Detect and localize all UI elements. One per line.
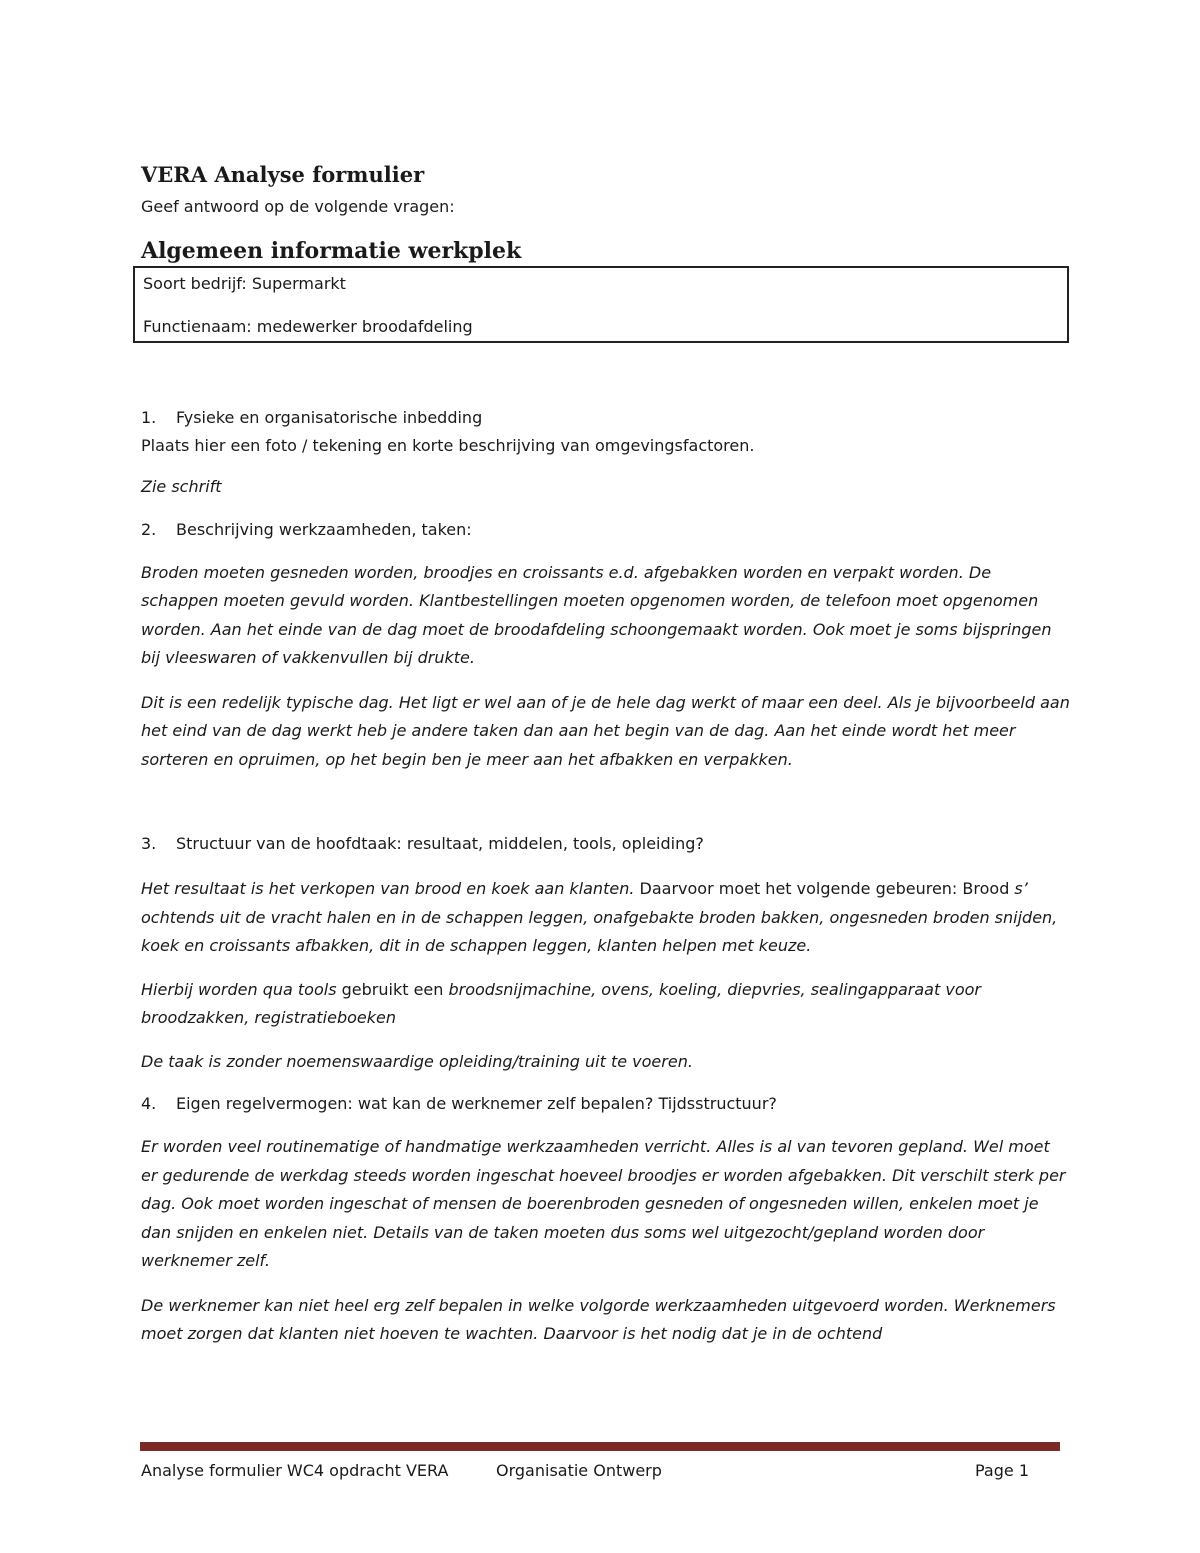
question-1-heading (141, 406, 1071, 430)
question-2-heading (141, 518, 1071, 542)
question-2-title: Beschrijving werkzaamheden, taken: (176, 519, 472, 539)
question-2-answer-1: Broden moeten gesneden worden, broodjes en croissants e.d. afgebakken worden en verpakt worden. De schappen moeten gevuld worden. Klantbestellingen moeten opgenomen worden, de telefoon moet opgenomen worden. Aan het einde van de dag moet de broodafdeling schoongemaakt worden. Ook moet je soms bijspringen bij vleeswaren of vakkenvullen bij drukte. (141, 562, 1052, 667)
footer-left-text: Analyse formulier WC4 opdracht VERA (141, 1461, 449, 1480)
question-3-answer-2-part3: broodsnijmachine, ovens, koeling, diepvries, sealingapparaat voor broodzakken, registratieboeken (141, 979, 981, 1027)
question-3-title: Structuur van de hoofdtaak: resultaat, middelen, tools, opleiding? (176, 834, 704, 853)
question-4-number: 4. (141, 1094, 157, 1113)
question-3-answer-2-part1: Hierbij worden qua tools (141, 979, 337, 999)
page-number: Page 1 (975, 1461, 1029, 1480)
question-1-title: Fysieke en organisatorische inbedding (176, 408, 483, 427)
info-box (133, 266, 1069, 343)
question-3-number: 3. (141, 834, 157, 853)
section-heading: Algemeen informatie werkplek (141, 238, 522, 264)
question-2-answer-2: Dit is een redelijk typische dag. Het ligt er wel aan of je de hele dag werkt of maar een deel. Als je bijvoorbeeld aan het eind van de dag werkt heb je andere taken dan aan het begin van de dag. Aan het einde wordt het meer sorteren en opruimen, op het begin ben je meer aan het afbakken en verpakken. (141, 692, 1070, 769)
question-4-answer-1: Er worden veel routinematige of handmatige werkzaamheden verricht. Alles is al van tevoren gepland. Wel moet er gedurende de werkdag steeds worden ingeschat hoeveel broodjes er worden afgebakken. Dit verschilt sterk per dag. Ook moet worden ingeschat of mensen de boerenbroden gesneden of ongesneden willen, enkelen moet je dan snijden en enkelen niet. Details van de taken moeten dus soms wel uitgezocht/gepland worden door werknemer zelf. (141, 1137, 1066, 1270)
company-type: Soort bedrijf: Supermarkt (143, 274, 346, 293)
question-3-heading (141, 832, 1071, 856)
question-3-answer-2-part2: gebruikt een (336, 979, 449, 999)
question-3-answer-1-normal: Daarvoor moet het volgende gebeuren: Brood (634, 879, 1010, 898)
question-3-answer-1-rest: s’ ochtends uit de vracht halen en in de schappen leggen, onafgebakte broden bakken, ongesneden broden snijden, koek en croissants afbakken, dit in de schappen leggen, klanten helpen met keuze. (141, 879, 1058, 955)
question-3-answer-1 (141, 875, 1071, 961)
intro-text: Geef antwoord op de volgende vragen: (141, 197, 455, 216)
footer-rule (140, 1442, 1060, 1451)
footer-middle-text: Organisatie Ontwerp (496, 1461, 662, 1480)
document-title: VERA Analyse formulier (141, 162, 425, 187)
document-body (141, 160, 1071, 1349)
question-4-answer-2: De werknemer kan niet heel erg zelf bepalen in welke volgorde werkzaamheden uitgevoerd worden. Werknemers moet zorgen dat klanten niet hoeven te wachten. Daarvoor is het nodig dat je in de ochtend (141, 1295, 1056, 1343)
question-3-answer-1-italic: Het resultaat is het verkopen van brood en koek aan klanten. (141, 879, 635, 898)
question-3-answer-3: De taak is zonder noemenswaardige opleiding/training uit te voeren. (141, 1051, 693, 1071)
function-name: Functienaam: medewerker broodafdeling (143, 317, 473, 336)
question-2-number: 2. (141, 519, 157, 539)
question-1-number: 1. (141, 408, 157, 427)
question-4-title: Eigen regelvermogen: wat kan de werknemer zelf bepalen? Tijdsstructuur? (176, 1094, 777, 1113)
question-1-subtitle: Plaats hier een foto / tekening en korte beschrijving van omgevingsfactoren. (141, 436, 755, 455)
question-1-answer: Zie schrift (141, 477, 222, 496)
question-4-heading (141, 1092, 1071, 1116)
question-3-answer-2 (141, 976, 1071, 1033)
